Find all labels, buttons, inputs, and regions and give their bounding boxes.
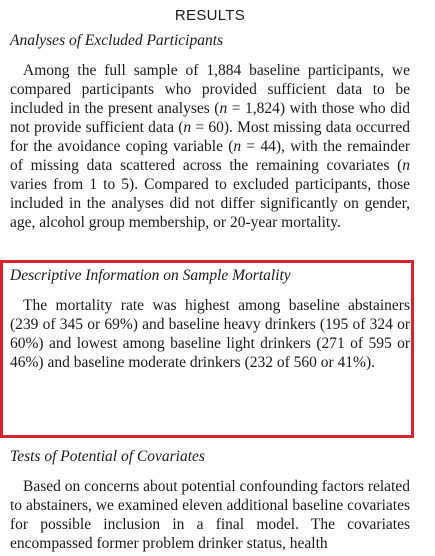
text-run: = 44), with the remainder of missing data scattered across the remaining covariates ( [10, 138, 410, 174]
text-run: Among the full sample of 1,884 baseline participants, we compared participants who provided sufficient data to be included in the present analyses ( [10, 62, 410, 117]
mortality-section [10, 265, 410, 372]
text-run: Based on concerns about potential confounding factors related to abstainers, we examined eleven additional baseline covariates for possible inclusion in a final model. The covariates encompassed former problem drinker status, health [10, 478, 410, 552]
italic-variable: n [183, 119, 192, 136]
italic-variable: n [219, 100, 228, 117]
text-run: = 60). Most missing data occurred for the avoidance coping variable ( [10, 119, 410, 155]
text-run: varies from 1 to 5). Compared to excluded participants, those included in the analyses did not differ significantly on gender, age, alcohol group membership, or 20-year mortality. [10, 176, 410, 231]
text-run: = 1,824) with those who did not provide sufficient data ( [10, 100, 410, 136]
italic-variable: n [233, 138, 242, 155]
paragraph-covariates [10, 477, 410, 553]
subsection-title-excluded: Analyses of Excluded Participants [10, 32, 224, 49]
italic-variable: n [402, 157, 410, 174]
text-run: The mortality rate was highest among baseline abstainers (239 of 345 or 69%) and baseline heavy drinkers (195 of 324 or 60%) and lowest among baseline light drinkers (271 of 595 or 46%) and baseline moderate drinkers (232 of 560 or 41%). [10, 297, 410, 371]
subsection-title-covariates: Tests of Potential of Covariates [10, 448, 205, 465]
paragraph-mortality [10, 296, 410, 372]
subsection-title-mortality: Descriptive Information on Sample Mortality [10, 267, 291, 284]
section-heading: RESULTS [174, 7, 246, 24]
paragraph-excluded [10, 61, 410, 232]
covariates-section [10, 446, 410, 553]
results-section [10, 6, 410, 232]
